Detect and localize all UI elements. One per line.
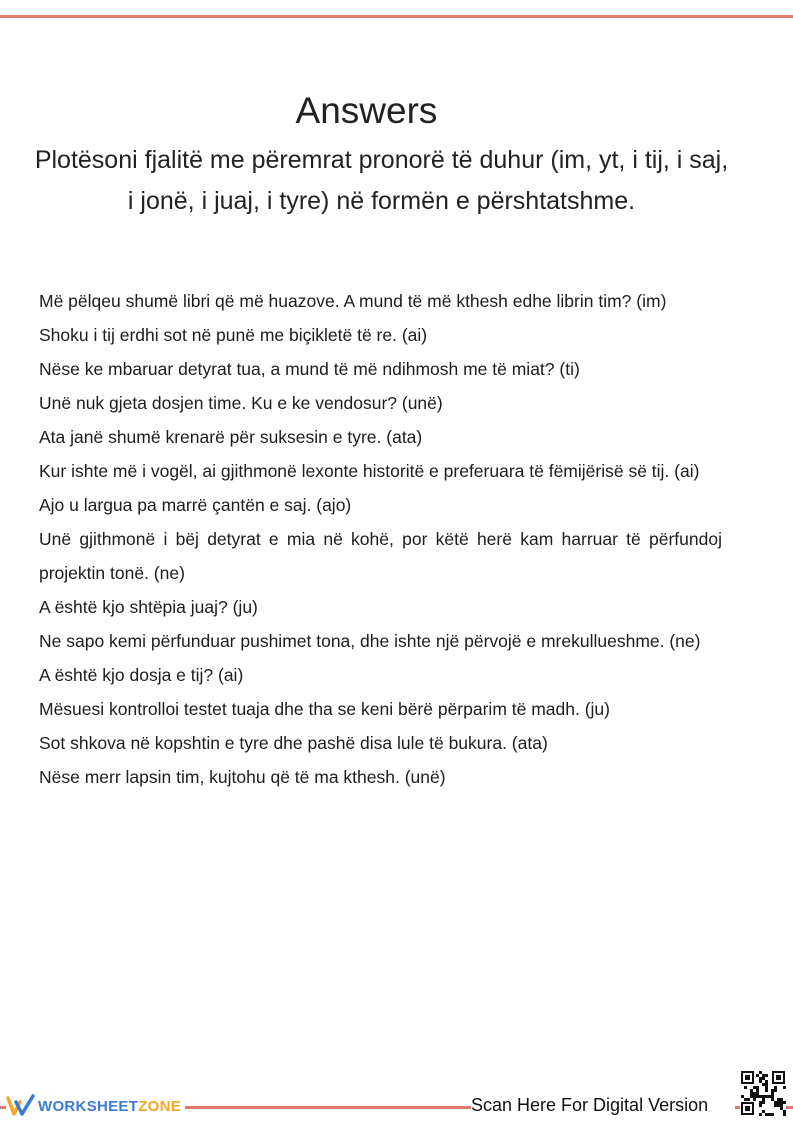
answer-item: Shoku i tij erdhi sot në punë me biçikletë të re. (ai) xyxy=(39,325,428,345)
instructions-heading: Plotësoni fjalitë me përemrat pronorë të duhur (im, yt, i tij, i saj, i jonë, i juaj, i tyre) në formën e përshtatshme. xyxy=(34,146,729,215)
answer-item: A është kjo shtëpia juaj? (ju) xyxy=(39,597,258,617)
page-title: Answers xyxy=(295,90,438,131)
answer-item: Kur ishte më i vogël, ai gjithmonë lexonte historitë e preferuara të fëmijërisë së tij. (ai) xyxy=(39,461,700,481)
answer-item: Ne sapo kemi përfunduar pushimet tona, dhe ishte një përvojë e mrekullueshme. (ne) xyxy=(39,631,701,651)
brand-wordmark: WORKSHEETZONE xyxy=(38,1097,182,1115)
answer-list xyxy=(39,284,722,794)
qr-code-icon[interactable] xyxy=(740,1070,786,1116)
answer-item: Ata janë shumë krenarë për suksesin e tyre. (ata) xyxy=(39,427,423,447)
answer-item: Sot shkova në kopshtin e tyre dhe pashë disa lule të bukura. (ata) xyxy=(39,733,548,753)
top-divider xyxy=(0,15,793,18)
answer-item: Mësuesi kontrolloi testet tuaja dhe tha se keni bërë përparim të madh. (ju) xyxy=(39,699,610,719)
answer-item: A është kjo dosja e tij? (ai) xyxy=(39,665,244,685)
answer-item: Më pëlqeu shumë libri që më huazove. A mund të më kthesh edhe librin tim? (im) xyxy=(39,291,667,311)
worksheetzone-logo-icon xyxy=(6,1094,36,1118)
answer-item: Nëse ke mbaruar detyrat tua, a mund të më ndihmosh me të miat? (ti) xyxy=(39,359,580,379)
answer-item: Nëse merr lapsin tim, kujtohu që të ma kthesh. (unë) xyxy=(39,767,446,787)
scan-label: Scan Here For Digital Version xyxy=(471,1094,735,1116)
answer-item: Unë gjithmonë i bëj detyrat e mia në kohë, por këtë herë kam harruar të përfundoj projektin tonë. (ne) xyxy=(39,529,722,583)
worksheetzone-logo[interactable] xyxy=(6,1093,185,1119)
answer-item: Unë nuk gjeta dosjen time. Ku e ke vendosur? (unë) xyxy=(39,393,443,413)
answer-item: Ajo u largua pa marrë çantën e saj. (ajo) xyxy=(39,495,352,515)
